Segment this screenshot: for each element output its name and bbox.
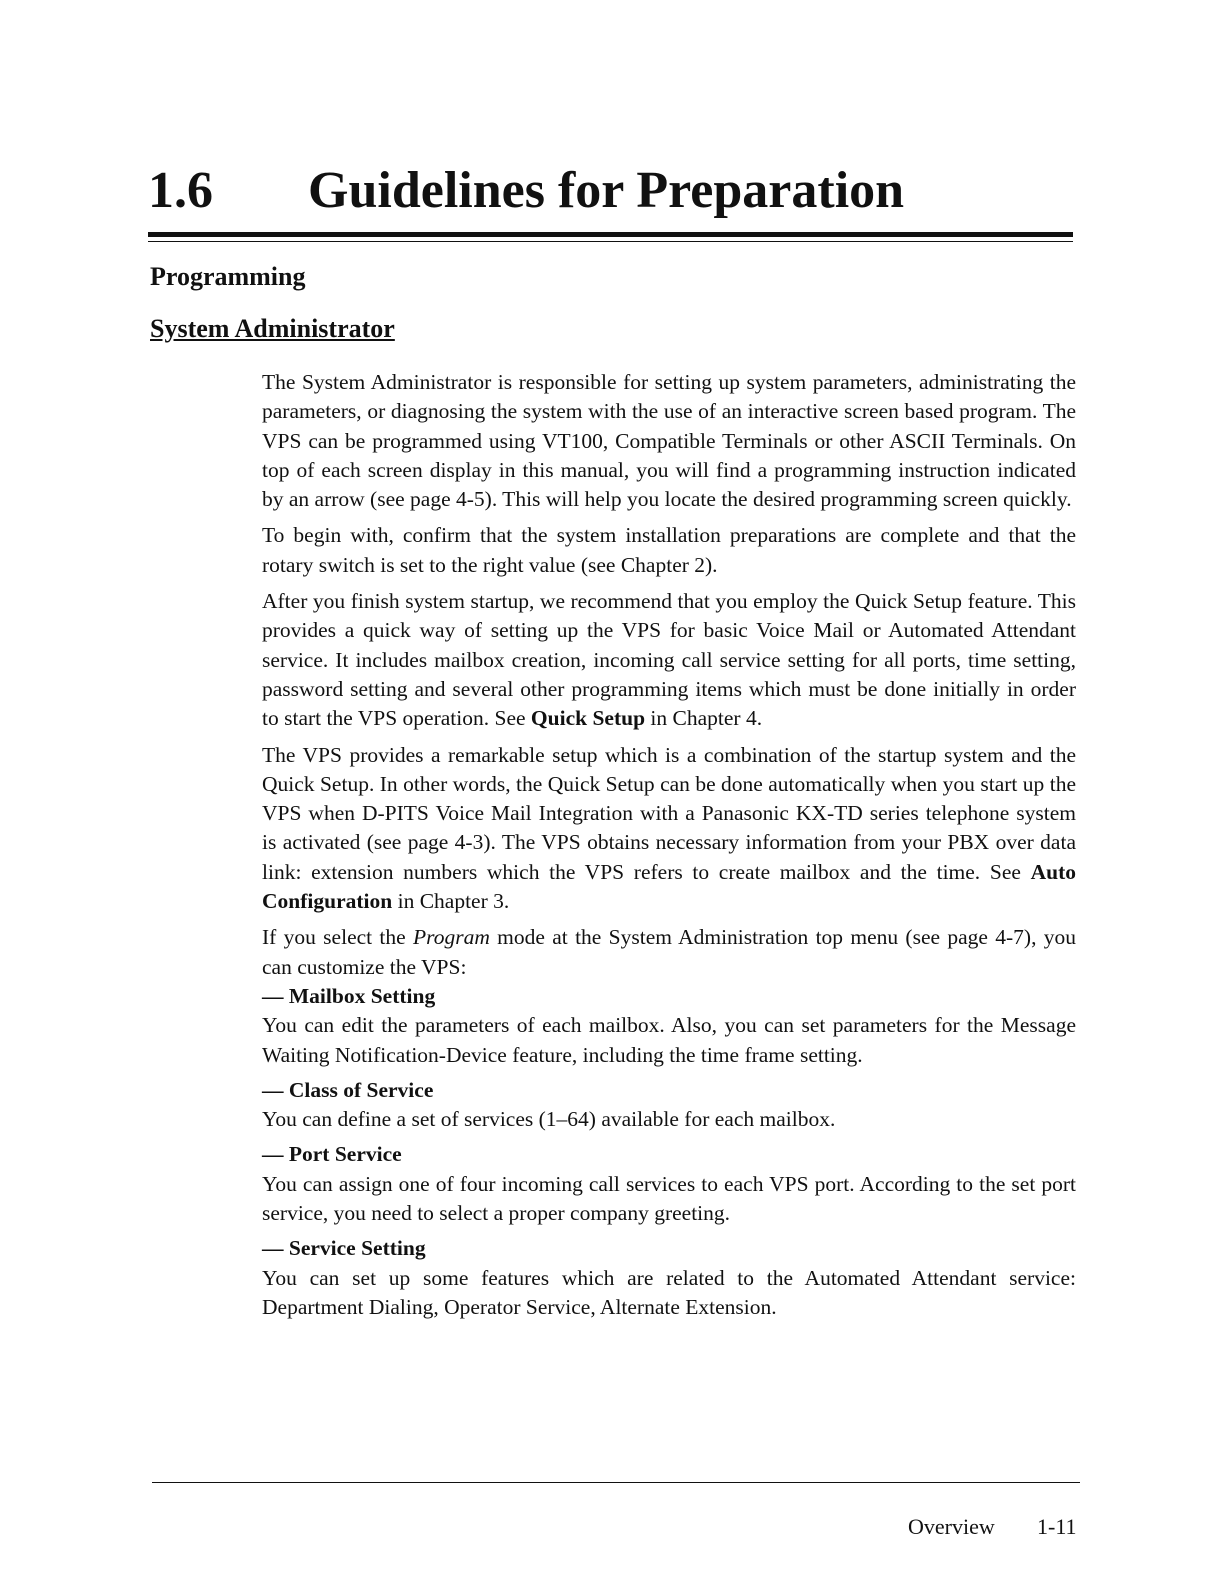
item-service-setting <box>262 1234 1076 1322</box>
paragraph-2: To begin with, confirm that the system installation preparations are complete and that the rotary switch is set to the right value (see Chapter 2). <box>262 523 1076 577</box>
paragraph-4 <box>262 741 1076 917</box>
item-title: — Class of Service <box>262 1077 434 1102</box>
footer-section-name: Overview <box>908 1514 995 1539</box>
auto-configuration-reference: Auto Configuration <box>262 859 1076 914</box>
item-mailbox-setting <box>262 982 1076 1070</box>
heading-rule-thick <box>148 232 1073 237</box>
chapter-number: 1.6 <box>148 162 213 219</box>
subsection-heading: System Administrator <box>150 314 395 343</box>
page-number: 1-11 <box>1037 1514 1077 1539</box>
footer-rule <box>152 1482 1080 1483</box>
item-title: — Port Service <box>262 1142 402 1167</box>
program-mode-term: Program <box>413 925 490 950</box>
paragraph-3 <box>262 587 1076 733</box>
chapter-heading <box>148 160 1078 222</box>
paragraph-3-text: After you finish system startup, we recommend that you employ the Quick Setup feature. This provides a quick way of setting up the VPS for basic Voice Mail or Automated Attendant service. It includes mailbox creation, incoming call service setting for all ports, time setting, password setting and several other programming items which must be done initially in order to start the VPS operation. See <box>262 589 1076 731</box>
item-description: You can edit the parameters of each mailbox. Also, you can set parameters for the Message Waiting Notification-Device feature, including the time frame setting. <box>262 1013 1076 1067</box>
paragraph-4-tail: in Chapter 3. <box>392 889 510 914</box>
paragraph-3-tail: in Chapter 4. <box>645 706 763 731</box>
quick-setup-reference: Quick Setup <box>530 706 646 731</box>
paragraph-5-tail: mode at the System Administration top menu (see page 4-7), you can customize the VPS: <box>262 925 1076 979</box>
item-description: You can assign one of four incoming call services to each VPS port. According to the set port service, you need to select a proper company greeting. <box>262 1171 1076 1226</box>
paragraph-5 <box>262 923 1076 982</box>
paragraph-4-text: The VPS provides a remarkable setup which is a combination of the startup system and the Quick Setup. In other words, the Quick Setup can be done automatically when you start up the VPS when D-PITS Voice Mail Integration with a Panasonic KX-TD series telephone system is activated (see page 4-3). The VPS obtains necessary information from your PBX over data link: extension numbers which the VPS refers to create mailbox and the time. See <box>262 742 1076 884</box>
item-class-of-service <box>262 1076 1076 1135</box>
paragraph-1: The System Administrator is responsible for setting up system parameters, administrating the parameters, or diagnosing the system with the use of an interactive screen based program. The VPS can be programmed using VT100, Compatible Terminals or other ASCII Terminals. On top of each screen display in this manual, you will find a programming instruction indicated by an arrow (see page 4-5). This will help you locate the desired programming screen quickly. <box>262 370 1076 512</box>
heading-rule-thin <box>148 241 1073 242</box>
chapter-title: Guidelines for Preparation <box>308 162 905 219</box>
item-port-service <box>262 1140 1076 1228</box>
item-description: You can set up some features which are related to the Automated Attendant service: Department Dialing, Operator Service, Alternate Extension. <box>262 1265 1076 1319</box>
paragraph-5-text: If you select the <box>262 925 414 950</box>
section-heading: Programming <box>150 262 306 291</box>
item-title: — Mailbox Setting <box>262 983 436 1008</box>
body-text <box>262 368 1076 1328</box>
item-description: You can define a set of services (1–64) available for each mailbox. <box>262 1107 836 1132</box>
item-title: — Service Setting <box>262 1236 426 1261</box>
